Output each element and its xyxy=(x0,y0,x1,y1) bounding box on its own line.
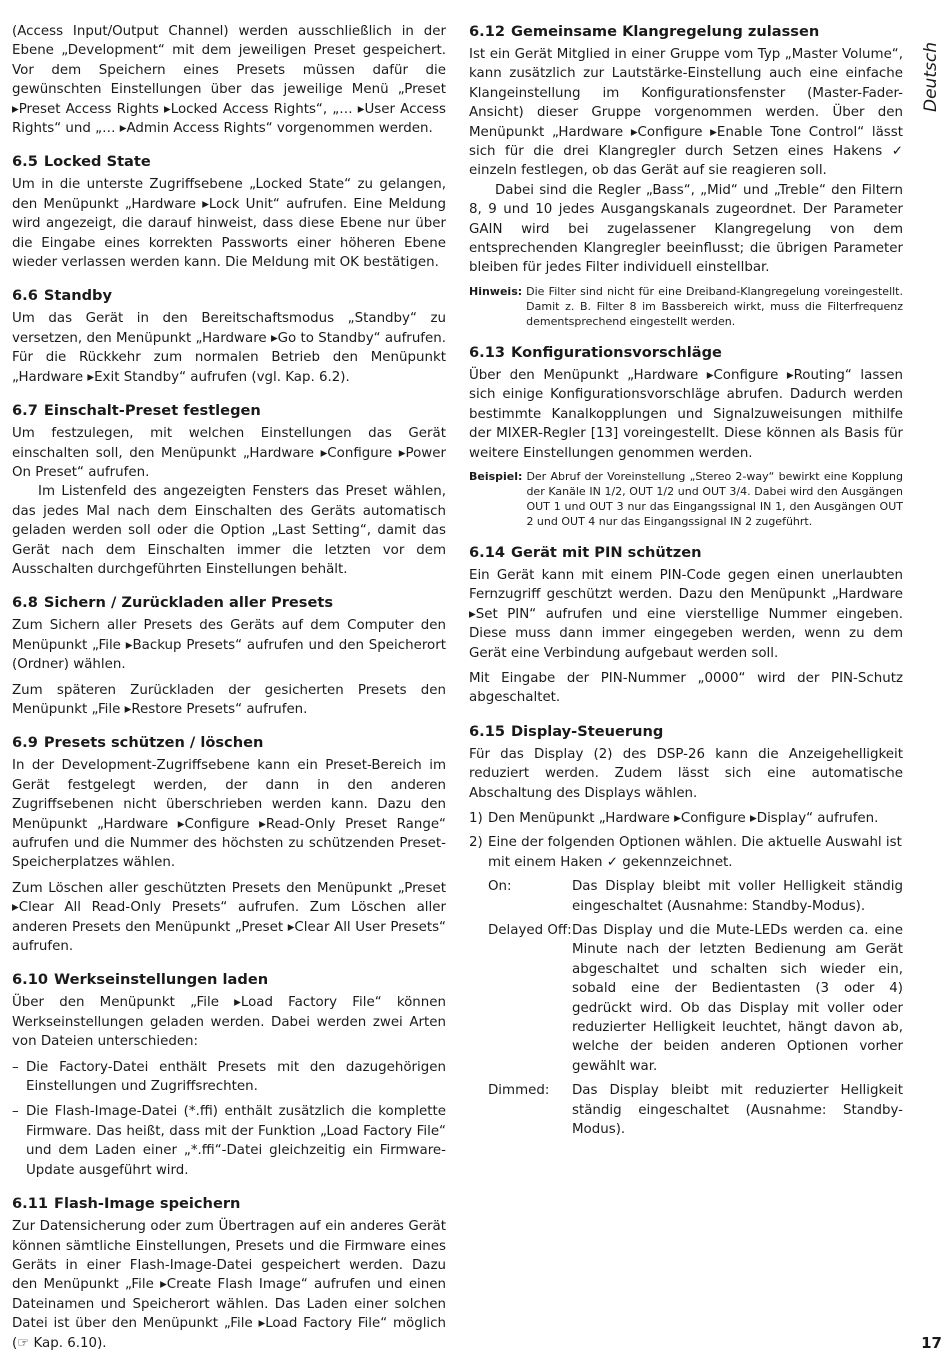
example-label: Beispiel: xyxy=(469,469,523,483)
right-column xyxy=(469,22,903,1153)
section-heading xyxy=(469,722,903,742)
section-heading xyxy=(12,970,446,990)
option-term: Dimmed: xyxy=(488,1083,550,1099)
paragraph: Zum Löschen aller geschützten Presets den Menüpunkt „Preset ▸Clear All Read-Only Presets“ aufrufen. Zum Löschen aller anderen Presets den Menüpunkt „Preset ▸Clear All User Presets“ aufrufen. xyxy=(12,880,446,955)
section-title: Sichern / Zurückladen aller Presets xyxy=(43,594,334,612)
section-6-7 xyxy=(12,401,446,579)
paragraph: Um in die unterste Zugriffsebene „Locked State“ zu gelangen, den Menüpunkt „Hardware ▸Lock Unit“ aufrufen. Eine Meldung wird angezeigt, die darauf hinweist, dass diese Ebene nur über die Eingabe eines korrekten Passworts einer höheren Ebene wieder verlassen werden kann. Die Meldung mit OK bestätigen. xyxy=(12,177,446,271)
section-number: 6.10 xyxy=(12,971,49,989)
section-heading xyxy=(12,286,446,306)
example-block xyxy=(469,469,903,529)
section-6-9 xyxy=(12,733,446,956)
paragraph: Mit Eingabe der PIN-Nummer „0000“ wird der PIN-Schutz abgeschaltet. xyxy=(469,670,903,706)
list-number: 1) xyxy=(469,810,483,826)
note-block xyxy=(469,284,903,329)
list-item-text: Eine der folgenden Optionen wählen. Die aktuelle Auswahl ist mit einem Haken ✓ gekennzeichnet. xyxy=(488,835,902,870)
section-6-10 xyxy=(12,970,446,1180)
section-title: Gemeinsame Klangregelung zulassen xyxy=(511,23,820,40)
list-item-text: Die Flash-Image-Datei (*.ffi) enthält zusätzlich die komplette Firmware. Das heißt, dass mit der Funktion „Load Factory File“ und dem Laden einer „*.ffi“-Datei gleichzeitig ein Firmware-Update ausgeführt wird. xyxy=(26,1104,446,1178)
paragraph: Dabei sind die Regler „Bass“, „Mid“ und „Treble“ den Filtern 8, 9 und 10 jedes Ausgangskanals zugeordnet. Der Parameter GAIN wird bei zugelassener Klangregelung von dem entsprechenden Klangregler beeinflusst; die übrigen Parameter bleiben für jedes Filter individuell einstellbar. xyxy=(469,182,903,276)
option-row xyxy=(488,877,903,916)
section-number: 6.7 xyxy=(12,402,38,420)
section-title: Display-Steuerung xyxy=(511,722,664,740)
list-item xyxy=(12,1102,446,1180)
note-label: Hinweis: xyxy=(469,284,523,298)
paragraph: Über den Menüpunkt „File ▸Load Factory File“ können Werkseinstellungen geladen werden. Dabei werden zwei Arten von Dateien unterschieden: xyxy=(12,995,446,1050)
section-number: 6.12 xyxy=(469,23,506,40)
section-title: Werkseinstellungen laden xyxy=(54,971,269,989)
section-number: 6.5 xyxy=(12,153,38,171)
option-term: Delayed Off: xyxy=(488,923,572,938)
paragraph: Im Listenfeld des angezeigten Fensters das Preset wählen, das jedes Mal nach dem Einschalten des Geräts automatisch geladen werden soll oder die Option „Last Setting“, damit das Gerät nach dem Einschalten immer die letzten vor dem Ausschalten durchgeführten Einstellungen behält. xyxy=(12,484,446,577)
option-description: Das Display bleibt mit reduzierter Helligkeit ständig eingeschaltet (Ausnahme: Standby-Modus). xyxy=(572,1083,903,1138)
section-6-6 xyxy=(12,286,446,387)
list-item-text: Die Factory-Datei enthält Presets mit den dazugehörigen Einstellungen und Zugriffsrechten. xyxy=(26,1059,446,1095)
paragraph: In der Development-Zugriffsebene kann ein Preset-Bereich im Gerät festgelegt werden, der dann in den anderen Zugriffsebenen nicht überschrieben werden kann. Dazu den Menüpunkt „Hardware ▸Configure ▸Read-Only Preset Range“ aufrufen und die Nummer des höchsten zu schützenden Preset-Speicherplatzes wählen. xyxy=(12,758,446,871)
list-item xyxy=(12,1058,446,1097)
section-title: Flash-Image speichern xyxy=(54,1195,241,1213)
option-description: Das Display bleibt mit voller Helligkeit ständig eingeschaltet (Ausnahme: Standby-Modus). xyxy=(572,879,903,914)
option-description: Das Display und die Mute-LEDs werden ca. eine Minute nach der letzten Bedienung am Gerät abgeschaltet und schalten sich wieder ein, sobald eine der Bedientasten (3 oder 4) gedrückt wird. Ob das Display mit voller oder reduzierter Helligkeit leuchtet, hängt davon ab, welche der beiden anderen Optionen vorher gewählt war. xyxy=(572,923,903,1074)
list-item-text: Den Menüpunkt „Hardware ▸Configure ▸Display“ aufrufen. xyxy=(488,810,879,826)
section-number: 6.11 xyxy=(12,1195,49,1213)
paragraph: Ist ein Gerät Mitglied in einer Gruppe vom Typ „Master Volume“, kann zusätzlich zur Lautstärke-Einstellung auch eine einfache Klangeinstellung im Konfigurationsfenster (Master-Fader-Ansicht) dieser Gruppe vorgenommen werden. Über den Menüpunkt „Hardware ▸Configure ▸Enable Tone Control“ lässt sich für die drei Klangregler durch Setzen eines Hakens ✓ einzeln festlegen, ob das Gerät auf sie reagieren soll. xyxy=(469,47,903,179)
section-6-11 xyxy=(12,1194,446,1353)
section-number: 6.9 xyxy=(12,734,38,752)
section-6-12 xyxy=(469,22,903,329)
section-number: 6.13 xyxy=(469,343,506,361)
section-heading xyxy=(12,401,446,421)
section-heading xyxy=(12,152,446,172)
left-column xyxy=(12,22,446,1367)
section-title: Locked State xyxy=(43,153,151,171)
list-item xyxy=(469,833,903,872)
section-6-14 xyxy=(469,543,903,708)
paragraph: Zur Datensicherung oder zum Übertragen auf ein anderes Gerät können sämtliche Einstellungen, Presets und die Firmware eines Geräts in einer Flash-Image-Datei gespeichert werden. Dazu den Menüpunkt „File ▸Create Flash Image“ aufrufen und einen Dateinamen und Speicherort wählen. Das Laden einer solchen Datei ist über den Menüpunkt „File ▸Load Factory File“ möglich (☞ Kap. 6.10). xyxy=(12,1219,446,1351)
option-list xyxy=(488,877,903,1139)
example-text: Der Abruf der Voreinstellung „Stereo 2-way“ bewirkt eine Kopplung der Kanäle IN 1/2, OUT 1/2 und OUT 3/4. Dabei wird den Ausgängen OUT 1 und OUT 3 nur das Eingangssignal IN 1, den Ausgängen OUT 2 und OUT 4 nur das Eingangssignal IN 2 zugeführt. xyxy=(526,469,903,528)
numbered-list xyxy=(469,809,903,872)
paragraph: Zum Sichern aller Presets des Geräts auf dem Computer den Menüpunkt „File ▸Backup Presets“ aufrufen und den Speicherort (Ordner) wählen. xyxy=(12,618,446,673)
section-heading xyxy=(12,1194,446,1214)
intro-paragraph: (Access Input/Output Channel) werden ausschließlich in der Ebene „Development“ mit dem jeweiligen Preset gespeichert. Vor dem Speichern eines Presets müssen dafür die gewünschten Einstellungen über das jeweilige Menü „Preset ▸Preset Access Rights ▸Locked Access Rights“, „… ▸User Access Rights“ und „… ▸Admin Access Rights“ vorgenommen werden. xyxy=(12,24,446,137)
section-heading xyxy=(12,733,446,753)
list-number: 2) xyxy=(469,835,483,851)
section-number: 6.14 xyxy=(469,543,506,561)
section-heading xyxy=(469,343,903,363)
section-6-13 xyxy=(469,343,903,529)
paragraph: Zum späteren Zurückladen der gesicherten Presets den Menüpunkt „File ▸Restore Presets“ aufrufen. xyxy=(12,682,446,717)
paragraph: Um das Gerät in den Bereitschaftsmodus „Standby“ zu versetzen, den Menüpunkt „Hardware ▸Go to Standby“ aufrufen. Für die Rückkehr zum normalen Betrieb den Menüpunkt „Hardware ▸Exit Standby“ aufrufen (vgl. Kap. 6.2). xyxy=(12,311,446,385)
page-number: 17 xyxy=(921,1334,942,1352)
option-row xyxy=(488,921,903,1076)
section-title: Konfigurationsvorschläge xyxy=(511,343,722,361)
option-row xyxy=(488,1081,903,1139)
dash-bullet: – xyxy=(12,1104,19,1120)
section-heading xyxy=(469,22,903,42)
note-text: Die Filter sind nicht für eine Dreiband-Klangregelung voreingestellt. Damit z. B. Filter 8 im Bassbereich wirkt, muss die Filterfrequenz dementsprechend eingestellt werden. xyxy=(526,284,903,328)
language-side-label: Deutsch xyxy=(921,42,941,112)
section-title: Einschalt-Preset festlegen xyxy=(43,402,261,420)
section-heading xyxy=(12,593,446,613)
dash-bullet: – xyxy=(12,1059,19,1075)
section-number: 6.15 xyxy=(469,722,506,740)
section-title: Gerät mit PIN schützen xyxy=(511,543,702,561)
option-term: On: xyxy=(488,879,512,895)
section-number: 6.8 xyxy=(12,594,38,612)
section-number: 6.6 xyxy=(12,287,38,305)
section-heading xyxy=(469,543,903,563)
section-title: Presets schützen / löschen xyxy=(43,734,264,752)
paragraph: Um festzulegen, mit welchen Einstellungen das Gerät einschalten soll, den Menüpunkt „Hardware ▸Configure ▸Power On Preset“ aufrufen. xyxy=(12,426,446,480)
section-title: Standby xyxy=(43,287,112,305)
list-item xyxy=(469,809,903,828)
section-6-8 xyxy=(12,593,446,719)
paragraph: Über den Menüpunkt „Hardware ▸Configure ▸Routing“ lassen sich einige Konfigurationsvorschläge abrufen. Dadurch werden bestimmte Kanalkopplungen und Signalzuweisungen mithilfe der MIXER-Regler [13] voreingestellt. Diese können als Basis für weitere Einstellungen genommen werden. xyxy=(469,367,903,461)
section-6-15 xyxy=(469,722,903,1140)
section-6-5 xyxy=(12,152,446,272)
paragraph: Für das Display (2) des DSP-26 kann die Anzeigehelligkeit reduziert werden. Zudem lässt sich eine automatische Abschaltung des Displays wählen. xyxy=(469,746,903,801)
paragraph: Ein Gerät kann mit einem PIN-Code gegen einen unerlaubten Fernzugriff geschützt werden. Dazu den Menüpunkt „Hardware ▸Set PIN“ aufrufen und eine vierstellige Nummer eingeben. Diese muss dann immer eingegeben werden, wenn zu dem Gerät eine Verbindung aufgebaut werden soll. xyxy=(469,567,903,661)
